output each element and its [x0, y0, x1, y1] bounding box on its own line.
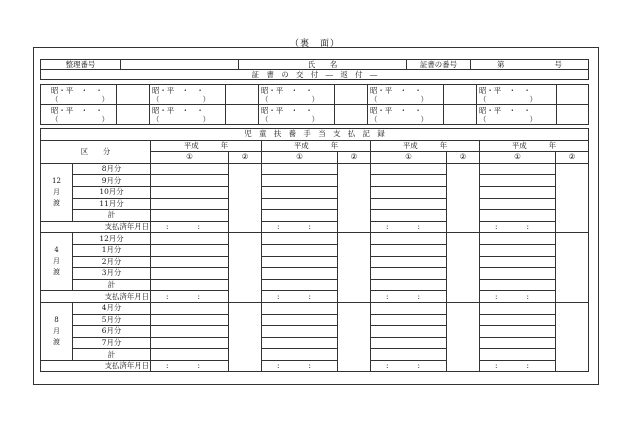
cert-stamp-cell[interactable]	[226, 105, 259, 125]
circle-2-cell[interactable]	[338, 163, 371, 233]
amount-cell[interactable]	[371, 198, 447, 210]
cert-date-cell[interactable]	[368, 105, 444, 125]
amount-cell[interactable]	[262, 233, 338, 245]
paid-date-label: 支払済年月日	[41, 360, 151, 372]
group-label-char: 8	[54, 315, 59, 324]
time-sep: :	[277, 361, 280, 371]
cert-date-cell[interactable]	[41, 85, 117, 105]
amount-cell[interactable]	[371, 163, 447, 175]
circle-2-label: ②	[229, 152, 262, 164]
time-sep: :	[386, 222, 389, 232]
amount-cell[interactable]	[262, 163, 338, 175]
time-sep: :	[526, 361, 529, 371]
paid-time-cell[interactable]	[262, 221, 338, 233]
paren-line: （ ）	[370, 114, 428, 124]
amount-cell[interactable]	[480, 256, 556, 268]
time-sep: :	[495, 222, 498, 232]
payment-row	[41, 291, 589, 303]
cert-row	[41, 85, 589, 105]
payment-row	[41, 221, 589, 233]
circle-2-cell[interactable]	[338, 302, 371, 372]
cert-section-title: 証 書 の 交 付 ― 返 付 ―	[41, 70, 589, 80]
circle-2-cell[interactable]	[229, 302, 262, 372]
paren-line: （ ）	[479, 114, 537, 124]
paid-time-cell[interactable]	[262, 291, 338, 303]
amount-cell[interactable]	[371, 233, 447, 245]
amount-cell[interactable]	[371, 349, 447, 361]
payment-row	[41, 314, 589, 326]
amount-cell[interactable]	[480, 175, 556, 187]
amount-cell[interactable]	[371, 244, 447, 256]
group-label	[41, 163, 73, 221]
paren-line: （ ）	[152, 114, 210, 124]
amount-cell[interactable]	[262, 279, 338, 291]
cert-stamp-cell[interactable]	[335, 85, 368, 105]
amount-cell[interactable]	[371, 302, 447, 314]
amount-cell[interactable]	[262, 256, 338, 268]
cert-row	[41, 105, 589, 125]
paid-time-cell[interactable]	[151, 360, 229, 372]
amount-cell[interactable]	[371, 314, 447, 326]
amount-cell[interactable]	[480, 244, 556, 256]
cert-stamp-cell[interactable]	[444, 105, 477, 125]
era-date-label: 昭・平 ・ ・	[479, 105, 531, 115]
group-label-char: 12	[52, 176, 61, 185]
total-label: 計	[73, 210, 151, 222]
year-cell[interactable]: 平成 年	[480, 140, 589, 152]
amount-cell[interactable]	[371, 279, 447, 291]
time-sep: :	[308, 291, 311, 301]
amount-cell[interactable]	[371, 326, 447, 338]
cert-stamp-cell[interactable]	[557, 85, 589, 105]
circle-1-label: ①	[151, 152, 229, 164]
total-label: 計	[73, 279, 151, 291]
payment-row	[41, 349, 589, 361]
paid-time-cell[interactable]	[371, 221, 447, 233]
amount-cell[interactable]	[151, 175, 229, 187]
cert-stamp-cell[interactable]	[117, 85, 150, 105]
paid-time-cell[interactable]	[151, 291, 229, 303]
amount-cell[interactable]	[262, 349, 338, 361]
amount-cell[interactable]	[371, 256, 447, 268]
month-label: 10月分	[73, 186, 151, 198]
circle-2-label: ②	[447, 152, 480, 164]
amount-cell[interactable]	[371, 175, 447, 187]
payment-table	[40, 128, 589, 372]
total-label: 計	[73, 349, 151, 361]
cert-date-cell[interactable]	[259, 85, 335, 105]
cert-stamp-cell[interactable]	[557, 105, 589, 125]
cert-stamp-cell[interactable]	[335, 105, 368, 125]
payment-row	[41, 302, 589, 314]
amount-cell[interactable]	[151, 210, 229, 222]
cert-date-cell[interactable]	[368, 85, 444, 105]
circle-2-cell[interactable]	[447, 233, 480, 303]
paren-line: （ ）	[479, 94, 537, 104]
time-sep: :	[308, 222, 311, 232]
shosho-bango-input[interactable]: 第 号	[471, 60, 589, 70]
payment-row	[41, 163, 589, 175]
amount-cell[interactable]	[480, 268, 556, 280]
time-sep: :	[277, 222, 280, 232]
cert-date-cell[interactable]	[477, 105, 557, 125]
time-sep: :	[526, 222, 529, 232]
amount-cell[interactable]	[151, 198, 229, 210]
cert-date-cell[interactable]	[150, 85, 226, 105]
circle-1-label: ①	[262, 152, 338, 164]
paid-time-cell[interactable]	[480, 360, 556, 372]
group-label-char: 4	[54, 246, 59, 255]
amount-cell[interactable]	[151, 326, 229, 338]
group-label-char: 渡	[53, 198, 60, 207]
group-label-char: 渡	[53, 337, 60, 346]
group-label-char: 月	[53, 326, 60, 335]
amount-cell[interactable]	[262, 268, 338, 280]
amount-cell[interactable]	[262, 210, 338, 222]
paren-line: （ ）	[152, 94, 210, 104]
amount-cell[interactable]	[151, 314, 229, 326]
month-label: 6月分	[73, 326, 151, 338]
year-cell[interactable]: 平成 年	[262, 140, 371, 152]
time-sep: :	[277, 291, 280, 301]
month-label: 9月分	[73, 175, 151, 187]
month-label: 4月分	[73, 302, 151, 314]
amount-cell[interactable]	[480, 186, 556, 198]
amount-cell[interactable]	[480, 337, 556, 349]
amount-cell[interactable]	[262, 244, 338, 256]
month-label: 12月分	[73, 233, 151, 245]
group-label	[41, 302, 73, 360]
era-date-label: 昭・平 ・ ・	[261, 85, 313, 95]
amount-cell[interactable]	[262, 337, 338, 349]
amount-cell[interactable]	[480, 326, 556, 338]
time-sep: :	[308, 361, 311, 371]
amount-cell[interactable]	[480, 233, 556, 245]
amount-cell[interactable]	[151, 233, 229, 245]
time-sep: :	[197, 222, 200, 232]
amount-cell[interactable]	[262, 175, 338, 187]
amount-cell[interactable]	[151, 302, 229, 314]
amount-cell[interactable]	[371, 186, 447, 198]
paid-date-label: 支払済年月日	[41, 221, 151, 233]
amount-cell[interactable]	[151, 186, 229, 198]
payment-row	[41, 360, 589, 372]
cert-date-cell[interactable]	[477, 85, 557, 105]
amount-cell[interactable]	[480, 302, 556, 314]
circle-2-cell[interactable]	[556, 233, 589, 303]
cert-date-cell[interactable]	[259, 105, 335, 125]
paid-time-cell[interactable]	[480, 291, 556, 303]
amount-cell[interactable]	[151, 268, 229, 280]
circle-2-cell[interactable]	[556, 302, 589, 372]
paid-time-cell[interactable]	[480, 221, 556, 233]
payment-row	[41, 175, 589, 187]
era-date-label: 昭・平 ・ ・	[51, 105, 103, 115]
time-sep: :	[386, 291, 389, 301]
amount-cell[interactable]	[371, 210, 447, 222]
time-sep: :	[197, 361, 200, 371]
shimei-label: 氏 名	[239, 60, 407, 70]
shosho-bango-label: 証書の番号	[407, 60, 471, 70]
year-cell[interactable]: 平成 年	[371, 140, 480, 152]
circle-2-label: ②	[338, 152, 371, 164]
amount-cell[interactable]	[480, 279, 556, 291]
amount-cell[interactable]	[262, 314, 338, 326]
circle-2-cell[interactable]	[447, 302, 480, 372]
year-header-row	[41, 140, 589, 152]
amount-cell[interactable]	[262, 302, 338, 314]
month-label: 1月分	[73, 244, 151, 256]
amount-cell[interactable]	[480, 198, 556, 210]
circle-2-cell[interactable]	[447, 163, 480, 233]
amount-cell[interactable]	[480, 349, 556, 361]
payment-title: 児 童 扶 養 手 当 支 払 記 録	[41, 129, 589, 141]
payment-row	[41, 256, 589, 268]
paid-time-cell[interactable]	[371, 360, 447, 372]
payment-row	[41, 186, 589, 198]
cert-stamp-cell[interactable]	[226, 85, 259, 105]
paren-line: （ ）	[261, 114, 319, 124]
month-label: 3月分	[73, 268, 151, 280]
circle-2-cell[interactable]	[229, 163, 262, 233]
circle-1-label: ①	[480, 152, 556, 164]
cert-date-cell[interactable]	[41, 105, 117, 125]
amount-cell[interactable]	[480, 314, 556, 326]
cert-table	[40, 84, 589, 125]
era-date-label: 昭・平 ・ ・	[51, 85, 103, 95]
circle-1-label: ①	[371, 152, 447, 164]
amount-cell[interactable]	[371, 268, 447, 280]
header-table	[40, 59, 589, 80]
cert-stamp-cell[interactable]	[444, 85, 477, 105]
payment-row	[41, 326, 589, 338]
payment-row	[41, 337, 589, 349]
payment-row	[41, 268, 589, 280]
amount-cell[interactable]	[151, 256, 229, 268]
month-label: 8月分	[73, 163, 151, 175]
time-sep: :	[197, 291, 200, 301]
era-date-label: 昭・平 ・ ・	[479, 85, 531, 95]
era-date-label: 昭・平 ・ ・	[370, 105, 422, 115]
page-title: （裏 面）	[289, 39, 340, 49]
month-label: 11月分	[73, 198, 151, 210]
time-sep: :	[166, 222, 169, 232]
month-label: 2月分	[73, 256, 151, 268]
seiri-input[interactable]	[121, 60, 239, 70]
paren-line: （ ）	[261, 94, 319, 104]
time-sep: :	[526, 291, 529, 301]
time-sep: :	[417, 291, 420, 301]
paren-line: （ ）	[51, 114, 109, 124]
era-date-label: 昭・平 ・ ・	[152, 85, 204, 95]
kubun-label: 区 分	[41, 140, 151, 163]
era-date-label: 昭・平 ・ ・	[152, 105, 204, 115]
time-sep: :	[166, 361, 169, 371]
seiri-label: 整理番号	[41, 60, 121, 70]
time-sep: :	[386, 361, 389, 371]
payment-row	[41, 233, 589, 245]
payment-row	[41, 244, 589, 256]
group-label-char: 月	[53, 187, 60, 196]
circle-2-cell[interactable]	[556, 163, 589, 233]
era-date-label: 昭・平 ・ ・	[261, 105, 313, 115]
circle-2-label: ②	[556, 152, 589, 164]
amount-cell[interactable]	[151, 349, 229, 361]
cert-stamp-cell[interactable]	[117, 105, 150, 125]
paid-time-cell[interactable]	[371, 291, 447, 303]
amount-cell[interactable]	[151, 244, 229, 256]
group-label	[41, 233, 73, 291]
group-label-char: 渡	[53, 268, 60, 277]
paren-line: （ ）	[51, 94, 109, 104]
paren-line: （ ）	[370, 94, 428, 104]
cert-date-cell[interactable]	[150, 105, 226, 125]
amount-cell[interactable]	[151, 337, 229, 349]
payment-row	[41, 198, 589, 210]
time-sep: :	[495, 361, 498, 371]
amount-cell[interactable]	[480, 163, 556, 175]
month-label: 7月分	[73, 337, 151, 349]
group-label-char: 月	[53, 257, 60, 266]
paid-date-label: 支払済年月日	[41, 291, 151, 303]
circle-2-cell[interactable]	[338, 233, 371, 303]
month-label: 5月分	[73, 314, 151, 326]
time-sep: :	[495, 291, 498, 301]
time-sep: :	[417, 222, 420, 232]
paid-time-cell[interactable]	[151, 221, 229, 233]
time-sep: :	[166, 291, 169, 301]
amount-cell[interactable]	[371, 337, 447, 349]
amount-cell[interactable]	[151, 163, 229, 175]
paid-time-cell[interactable]	[262, 360, 338, 372]
time-sep: :	[417, 361, 420, 371]
year-cell[interactable]: 平成 年	[151, 140, 262, 152]
payment-row	[41, 279, 589, 291]
circle-2-cell[interactable]	[229, 233, 262, 303]
amount-cell[interactable]	[262, 186, 338, 198]
era-date-label: 昭・平 ・ ・	[370, 85, 422, 95]
amount-cell[interactable]	[480, 210, 556, 222]
amount-cell[interactable]	[151, 279, 229, 291]
amount-cell[interactable]	[262, 326, 338, 338]
amount-cell[interactable]	[262, 198, 338, 210]
payment-row	[41, 210, 589, 222]
